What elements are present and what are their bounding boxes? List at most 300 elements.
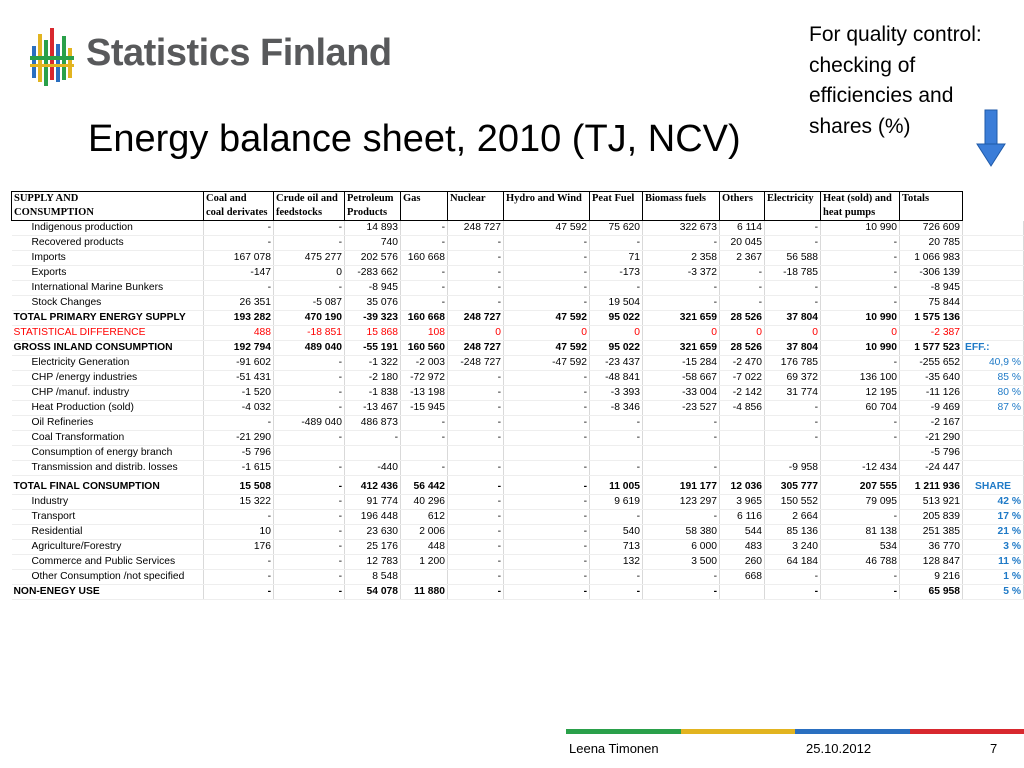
- table-cell: 488: [204, 326, 274, 341]
- table-cell: 79 095: [821, 495, 900, 510]
- table-cell: TOTAL PRIMARY ENERGY SUPPLY: [12, 311, 204, 326]
- table-cell: -: [274, 495, 345, 510]
- table-cell: -: [821, 356, 900, 371]
- table-cell: -: [590, 416, 643, 431]
- table-cell: Industry: [12, 495, 204, 510]
- table-row: [12, 281, 1024, 296]
- table-cell: -: [720, 266, 765, 281]
- table-cell: -12 434: [821, 461, 900, 476]
- table-cell: -9 469: [900, 401, 963, 416]
- table-cell: 75 844: [900, 296, 963, 311]
- table-cell: -: [274, 461, 345, 476]
- table-row: [12, 510, 1024, 525]
- table-cell: 176: [204, 540, 274, 555]
- table-cell: 80 %: [963, 386, 1024, 401]
- table-cell: -91 602: [204, 356, 274, 371]
- table-cell: -1 615: [204, 461, 274, 476]
- table-cell: -: [204, 510, 274, 525]
- table-cell: -3 372: [643, 266, 720, 281]
- table-cell: 64 184: [765, 555, 821, 570]
- table-cell: 15 508: [204, 480, 274, 495]
- table-cell: [720, 431, 765, 446]
- table-cell: TOTAL FINAL CONSUMPTION: [12, 480, 204, 495]
- table-row: [12, 386, 1024, 401]
- table-cell: -: [504, 525, 590, 540]
- table-cell: Transport: [12, 510, 204, 525]
- table-cell: 91 774: [345, 495, 401, 510]
- table-cell: 2 358: [643, 251, 720, 266]
- table-cell: Biomass fuels: [643, 192, 720, 207]
- table-cell: -: [448, 525, 504, 540]
- table-cell: -: [821, 266, 900, 281]
- table-cell: 87 %: [963, 401, 1024, 416]
- table-cell: Exports: [12, 266, 204, 281]
- table-cell: 65 958: [900, 585, 963, 600]
- table-row: [12, 311, 1024, 326]
- table-cell: Imports: [12, 251, 204, 266]
- table-cell: 47 592: [504, 311, 590, 326]
- table-cell: -: [401, 461, 448, 476]
- table-cell: -: [590, 431, 643, 446]
- table-cell: 544: [720, 525, 765, 540]
- table-cell: Transmission and distrib. losses: [12, 461, 204, 476]
- table-cell: -48 841: [590, 371, 643, 386]
- table-cell: 448: [401, 540, 448, 555]
- table-cell: 15 322: [204, 495, 274, 510]
- table-cell: -9 958: [765, 461, 821, 476]
- table-cell: -: [274, 221, 345, 236]
- table-cell: -: [590, 461, 643, 476]
- table-cell: 1 575 136: [900, 311, 963, 326]
- table-cell: 0: [274, 266, 345, 281]
- table-row: [12, 251, 1024, 266]
- table-row: [12, 570, 1024, 585]
- table-cell: Agriculture/Forestry: [12, 540, 204, 555]
- table-cell: -: [448, 236, 504, 251]
- table-cell: 205 839: [900, 510, 963, 525]
- table-cell: 20 785: [900, 236, 963, 251]
- table-cell: -: [274, 236, 345, 251]
- table-cell: 15 868: [345, 326, 401, 341]
- table-cell: 108: [401, 326, 448, 341]
- table-cell: 128 847: [900, 555, 963, 570]
- table-cell: -: [204, 555, 274, 570]
- table-cell: 21 %: [963, 525, 1024, 540]
- table-header-row: [12, 192, 1024, 207]
- table-cell: -: [448, 585, 504, 600]
- table-cell: -: [765, 296, 821, 311]
- table-cell: 40,9 %: [963, 356, 1024, 371]
- table-cell: -: [590, 281, 643, 296]
- table-cell: [963, 281, 1024, 296]
- table-cell: -: [765, 221, 821, 236]
- table-cell: -7 022: [720, 371, 765, 386]
- table-cell: 9 619: [590, 495, 643, 510]
- table-cell: [643, 446, 720, 461]
- table-cell: 56 442: [401, 480, 448, 495]
- table-cell: 321 659: [643, 341, 720, 356]
- table-cell: -: [504, 461, 590, 476]
- table-cell: -: [401, 416, 448, 431]
- table-cell: 36 770: [900, 540, 963, 555]
- table-cell: CONSUMPTION: [12, 206, 204, 221]
- table-cell: -: [765, 431, 821, 446]
- table-cell: Electricity Generation: [12, 356, 204, 371]
- table-cell: [720, 446, 765, 461]
- table-cell: -: [821, 281, 900, 296]
- table-cell: -: [204, 585, 274, 600]
- table-cell: -2 167: [900, 416, 963, 431]
- table-cell: -: [274, 386, 345, 401]
- table-cell: -: [504, 495, 590, 510]
- table-cell: -: [590, 585, 643, 600]
- table-cell: 713: [590, 540, 643, 555]
- table-cell: -: [345, 431, 401, 446]
- table-row: [12, 585, 1024, 600]
- table-cell: -18 851: [274, 326, 345, 341]
- footer-date: 25.10.2012: [806, 741, 872, 756]
- table-cell: -: [765, 585, 821, 600]
- table-cell: -: [401, 296, 448, 311]
- table-cell: [345, 446, 401, 461]
- table-cell: 0: [821, 326, 900, 341]
- table-cell: [963, 416, 1024, 431]
- table-cell: [963, 296, 1024, 311]
- table-cell: -: [448, 251, 504, 266]
- table-cell: -: [401, 431, 448, 446]
- table-cell: -13 198: [401, 386, 448, 401]
- table-cell: -23 437: [590, 356, 643, 371]
- table-cell: 40 296: [401, 495, 448, 510]
- table-cell: 26 351: [204, 296, 274, 311]
- table-row: [12, 296, 1024, 311]
- table-cell: -2 180: [345, 371, 401, 386]
- table-cell: -51 431: [204, 371, 274, 386]
- table-cell: -: [504, 510, 590, 525]
- table-cell: -440: [345, 461, 401, 476]
- footer-author: Leena Timonen: [569, 741, 659, 756]
- table-cell: -: [504, 266, 590, 281]
- table-row: [12, 356, 1024, 371]
- table-cell: 202 576: [345, 251, 401, 266]
- table-cell: -: [765, 416, 821, 431]
- table-cell: [720, 461, 765, 476]
- table-cell: 47 592: [504, 341, 590, 356]
- table-cell: -: [643, 296, 720, 311]
- table-cell: Others: [720, 192, 765, 207]
- table-cell: 0: [720, 326, 765, 341]
- table-cell: 136 100: [821, 371, 900, 386]
- table-cell: [401, 446, 448, 461]
- table-cell: 10: [204, 525, 274, 540]
- table-cell: 1 577 523: [900, 341, 963, 356]
- table-cell: Other Consumption /not specified: [12, 570, 204, 585]
- table-cell: 69 372: [765, 371, 821, 386]
- table-cell: heat pumps: [821, 206, 900, 221]
- table-cell: -39 323: [345, 311, 401, 326]
- table-cell: 3 965: [720, 495, 765, 510]
- table-cell: -: [274, 371, 345, 386]
- table-cell: -: [204, 570, 274, 585]
- table-cell: Peat Fuel: [590, 192, 643, 207]
- table-cell: 9 216: [900, 570, 963, 585]
- table-cell: -: [448, 495, 504, 510]
- table-cell: EFF.:: [963, 341, 1024, 356]
- table-cell: 2 664: [765, 510, 821, 525]
- table-cell: -: [504, 281, 590, 296]
- footer-bar-segment: [795, 729, 910, 734]
- table-cell: 612: [401, 510, 448, 525]
- table-header-row: [12, 206, 1024, 221]
- table-cell: -: [448, 540, 504, 555]
- table-cell: -: [448, 510, 504, 525]
- table-cell: -306 139: [900, 266, 963, 281]
- table-cell: 10 990: [821, 311, 900, 326]
- table-cell: 6 114: [720, 221, 765, 236]
- table-cell: [963, 431, 1024, 446]
- table-cell: 412 436: [345, 480, 401, 495]
- table-cell: -: [274, 401, 345, 416]
- table-row: [12, 221, 1024, 236]
- table-cell: 5 %: [963, 585, 1024, 600]
- table-cell: [821, 446, 900, 461]
- table-cell: [963, 206, 1024, 221]
- table-cell: 123 297: [643, 495, 720, 510]
- table-cell: -: [643, 461, 720, 476]
- table-cell: 31 774: [765, 386, 821, 401]
- table-row: [12, 401, 1024, 416]
- table-cell: [590, 206, 643, 221]
- table-row: [12, 431, 1024, 446]
- table-cell: -13 467: [345, 401, 401, 416]
- table-cell: -248 727: [448, 356, 504, 371]
- table-cell: 85 %: [963, 371, 1024, 386]
- table-cell: -33 004: [643, 386, 720, 401]
- table-cell: -: [448, 461, 504, 476]
- table-cell: -58 667: [643, 371, 720, 386]
- table-cell: -3 393: [590, 386, 643, 401]
- table-cell: -: [504, 570, 590, 585]
- table-cell: -: [401, 236, 448, 251]
- table-cell: 11 880: [401, 585, 448, 600]
- table-cell: [963, 236, 1024, 251]
- table-cell: Petroleum: [345, 192, 401, 207]
- table-cell: 56 588: [765, 251, 821, 266]
- table-row: [12, 416, 1024, 431]
- table-cell: -: [448, 266, 504, 281]
- quality-note: For quality control: checking of efficiencies and shares (%): [809, 23, 982, 138]
- table-cell: -: [504, 431, 590, 446]
- table-cell: 305 777: [765, 480, 821, 495]
- table-cell: -2 003: [401, 356, 448, 371]
- table-cell: -2 387: [900, 326, 963, 341]
- table-cell: -: [274, 356, 345, 371]
- table-cell: 2 006: [401, 525, 448, 540]
- table-cell: [900, 206, 963, 221]
- table-cell: -: [504, 251, 590, 266]
- table-cell: 3 %: [963, 540, 1024, 555]
- table-row: [12, 555, 1024, 570]
- table-cell: -1 520: [204, 386, 274, 401]
- table-cell: Coal Transformation: [12, 431, 204, 446]
- table-cell: 17 %: [963, 510, 1024, 525]
- table-cell: 489 040: [274, 341, 345, 356]
- brand-name: Statistics Finland: [86, 32, 392, 74]
- table-cell: -: [448, 555, 504, 570]
- table-cell: International Marine Bunkers: [12, 281, 204, 296]
- table-cell: 167 078: [204, 251, 274, 266]
- table-cell: -: [274, 480, 345, 495]
- table-cell: -21 290: [900, 431, 963, 446]
- table-cell: -: [448, 480, 504, 495]
- table-cell: [720, 206, 765, 221]
- table-cell: 0: [448, 326, 504, 341]
- table-cell: -: [504, 371, 590, 386]
- table-cell: -: [274, 431, 345, 446]
- table-cell: -21 290: [204, 431, 274, 446]
- table-cell: -: [401, 221, 448, 236]
- table-cell: 740: [345, 236, 401, 251]
- table-cell: 47 592: [504, 221, 590, 236]
- table-cell: 35 076: [345, 296, 401, 311]
- table-cell: Residential: [12, 525, 204, 540]
- table-cell: -5 796: [900, 446, 963, 461]
- table-cell: -: [274, 570, 345, 585]
- table-cell: -: [401, 266, 448, 281]
- table-cell: -147: [204, 266, 274, 281]
- table-cell: -: [821, 236, 900, 251]
- table-cell: 54 078: [345, 585, 401, 600]
- table-cell: -18 785: [765, 266, 821, 281]
- table-cell: 46 788: [821, 555, 900, 570]
- table-cell: -: [821, 296, 900, 311]
- table-cell: 191 177: [643, 480, 720, 495]
- table-cell: -72 972: [401, 371, 448, 386]
- table-cell: Indigenous production: [12, 221, 204, 236]
- table-cell: 248 727: [448, 311, 504, 326]
- footer-bar-segment: [566, 729, 681, 734]
- table-cell: 0: [504, 326, 590, 341]
- table-cell: SHARE: [963, 480, 1024, 495]
- table-cell: -11 126: [900, 386, 963, 401]
- table-cell: -: [204, 236, 274, 251]
- table-cell: -: [821, 585, 900, 600]
- table-cell: -: [643, 281, 720, 296]
- table-row: [12, 326, 1024, 341]
- table-cell: [963, 326, 1024, 341]
- table-cell: SUPPLY AND: [12, 192, 204, 207]
- table-cell: 260: [720, 555, 765, 570]
- table-cell: -: [274, 555, 345, 570]
- table-cell: -: [504, 296, 590, 311]
- table-cell: -: [204, 416, 274, 431]
- table-cell: [963, 266, 1024, 281]
- table-cell: 3 240: [765, 540, 821, 555]
- table-cell: -: [448, 431, 504, 446]
- table-cell: Stock Changes: [12, 296, 204, 311]
- table-cell: 28 526: [720, 341, 765, 356]
- table-cell: Nuclear: [448, 192, 504, 207]
- table-cell: 132: [590, 555, 643, 570]
- table-cell: [963, 461, 1024, 476]
- table-cell: -8 346: [590, 401, 643, 416]
- table-cell: -: [448, 386, 504, 401]
- table-cell: -55 191: [345, 341, 401, 356]
- table-cell: -: [643, 585, 720, 600]
- table-cell: Heat (sold) and: [821, 192, 900, 207]
- table-cell: [401, 206, 448, 221]
- table-cell: 668: [720, 570, 765, 585]
- table-cell: -: [643, 510, 720, 525]
- table-cell: Oil Refineries: [12, 416, 204, 431]
- table-cell: 10 990: [821, 221, 900, 236]
- table-cell: 37 804: [765, 311, 821, 326]
- table-cell: 81 138: [821, 525, 900, 540]
- table-cell: -: [448, 570, 504, 585]
- table-cell: -: [274, 281, 345, 296]
- table-cell: -: [590, 510, 643, 525]
- table-cell: 475 277: [274, 251, 345, 266]
- table-cell: Coal and: [204, 192, 274, 207]
- table-cell: 1 211 936: [900, 480, 963, 495]
- slide-title: Energy balance sheet, 2010 (TJ, NCV): [88, 118, 741, 160]
- table-row: [12, 480, 1024, 495]
- table-row: [12, 371, 1024, 386]
- table-row: [12, 341, 1024, 356]
- table-cell: 75 620: [590, 221, 643, 236]
- table-cell: [765, 206, 821, 221]
- table-cell: 11 005: [590, 480, 643, 495]
- table-cell: -15 284: [643, 356, 720, 371]
- table-cell: [963, 251, 1024, 266]
- table-cell: 6 000: [643, 540, 720, 555]
- table-cell: [643, 206, 720, 221]
- table-cell: 251 385: [900, 525, 963, 540]
- table-row: [12, 461, 1024, 476]
- table-cell: -: [720, 296, 765, 311]
- table-cell: -4 032: [204, 401, 274, 416]
- logo-bars-icon: [30, 26, 76, 88]
- table-cell: -: [504, 236, 590, 251]
- table-cell: -: [504, 416, 590, 431]
- table-cell: -: [204, 281, 274, 296]
- table-cell: -5 796: [204, 446, 274, 461]
- table-cell: 248 727: [448, 221, 504, 236]
- table-cell: [720, 416, 765, 431]
- table-cell: 483: [720, 540, 765, 555]
- table-cell: 12 195: [821, 386, 900, 401]
- table-cell: -24 447: [900, 461, 963, 476]
- table-cell: -: [204, 221, 274, 236]
- table-row: [12, 525, 1024, 540]
- table-cell: NON-ENEGY USE: [12, 585, 204, 600]
- table-cell: -: [821, 431, 900, 446]
- table-cell: 71: [590, 251, 643, 266]
- table-cell: 0: [590, 326, 643, 341]
- footer-page-number: 7: [990, 741, 998, 756]
- table-cell: [274, 446, 345, 461]
- table-cell: -5 087: [274, 296, 345, 311]
- energy-balance-table: [11, 191, 1024, 600]
- table-row: [12, 236, 1024, 251]
- table-cell: -283 662: [345, 266, 401, 281]
- table-cell: 513 921: [900, 495, 963, 510]
- table-cell: coal derivates: [204, 206, 274, 221]
- table-cell: -1 322: [345, 356, 401, 371]
- table-cell: -: [590, 570, 643, 585]
- table-cell: 0: [643, 326, 720, 341]
- table-cell: 2 367: [720, 251, 765, 266]
